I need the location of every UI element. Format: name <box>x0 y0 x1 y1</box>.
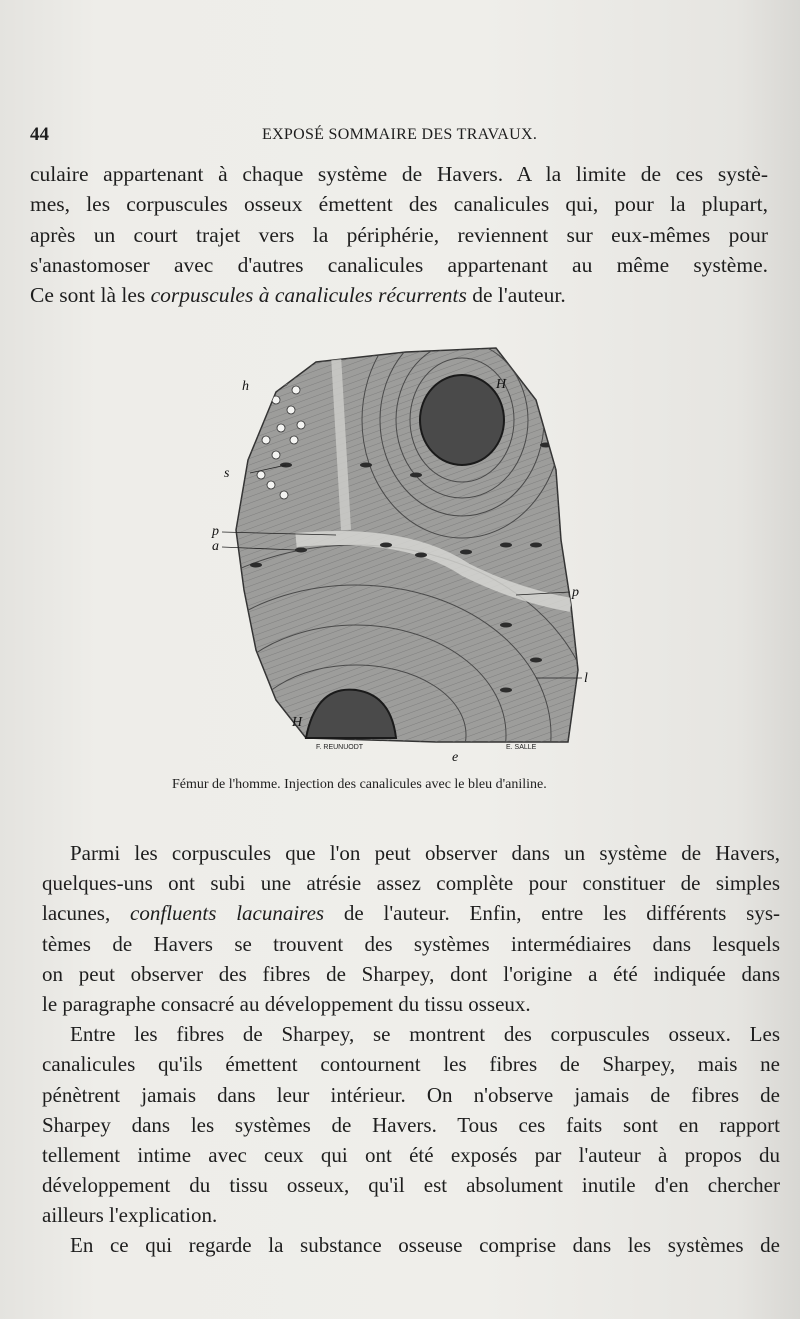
label-p-right: p <box>572 585 579 600</box>
label-p-left: p <box>212 524 219 539</box>
top-paragraph <box>30 159 768 310</box>
text-fragment: de l'auteur. <box>466 283 566 308</box>
text-line: on peut observer des fibres de Sharpey, dont l'origine a été indiquée dans <box>42 961 780 986</box>
page-number: 44 <box>30 124 49 145</box>
text-fragment: Ce sont là les <box>30 283 151 308</box>
text-line: le paragraphe consacré au développement du tissu osseux. <box>42 991 531 1016</box>
text-line: pénètrent jamais dans leur intérieur. On n'observe jamais de fibres de <box>42 1082 780 1107</box>
engraver-credit-left: F. REUNUODT <box>316 744 364 751</box>
label-H-bottom: H <box>292 715 303 730</box>
text-line: après un court trajet vers la périphérie, reviennent sur eux-mêmes pour <box>30 222 768 247</box>
engraver-credit-right: E. SALLE <box>506 744 537 751</box>
label-e: e <box>452 750 459 765</box>
text-line: Entre les fibres de Sharpey, se montrent des corpuscules osseux. Les <box>70 1022 780 1047</box>
label-H-top: H <box>496 377 507 392</box>
text-line <box>42 898 780 928</box>
text-line: développement du tissu osseux, qu'il est absolument inutile d'en chercher <box>42 1173 780 1198</box>
text-line: Parmi les corpuscules que l'on peut observer dans un système de Havers, <box>70 841 780 865</box>
italic-term: confluents lacunaires <box>130 901 325 926</box>
bone-section <box>116 302 596 925</box>
label-h: h <box>242 379 249 394</box>
haversian-canal-top <box>420 375 504 465</box>
label-l: l <box>584 671 588 686</box>
text-line: Sharpey dans les systèmes de Havers. Tous ces faits sont en rapport <box>42 1112 780 1137</box>
text-fragment: de l'auteur. Enfin, entre les différents sys- <box>324 901 780 926</box>
text-line: tèmes de Havers se trouvent des systèmes intermédiaires dans lesquels <box>42 931 780 956</box>
text-line: s'anastomoser avec d'autres canalicules appartenant au même système. <box>30 252 768 277</box>
text-line: En ce qui regarde la substance osseuse comprise dans les systèmes de <box>70 1233 780 1258</box>
text-line: canalicules qu'ils émettent contournent les fibres de Sharpey, mais ne <box>42 1052 780 1077</box>
figure-caption: Fémur de l'homme. Injection des canalicules avec le bleu d'aniline. <box>172 777 547 792</box>
text-line: culaire appartenant à chaque système de Havers. A la limite de ces systè- <box>30 162 768 186</box>
label-s: s <box>224 466 230 481</box>
text-line <box>30 280 768 310</box>
italic-term: corpuscules à canalicules récurrents <box>150 283 467 308</box>
text-fragment: lacunes, <box>42 901 131 926</box>
text-line: ailleurs l'explication. <box>42 1203 218 1228</box>
body-text <box>42 838 780 1261</box>
running-head <box>30 124 770 146</box>
text-line: tellement intime avec ceux qui ont été exposés par l'auteur à propos du <box>42 1142 780 1167</box>
label-a: a <box>212 539 219 554</box>
bone-section-figure <box>206 340 594 765</box>
running-title: EXPOSÉ SOMMAIRE DES TRAVAUX. <box>262 126 538 143</box>
text-line: quelques-uns ont subi une atrésie assez complète pour constituer de simples <box>42 871 780 896</box>
text-line: mes, les corpuscules osseux émettent des canalicules qui, pour la plupart, <box>30 192 768 217</box>
